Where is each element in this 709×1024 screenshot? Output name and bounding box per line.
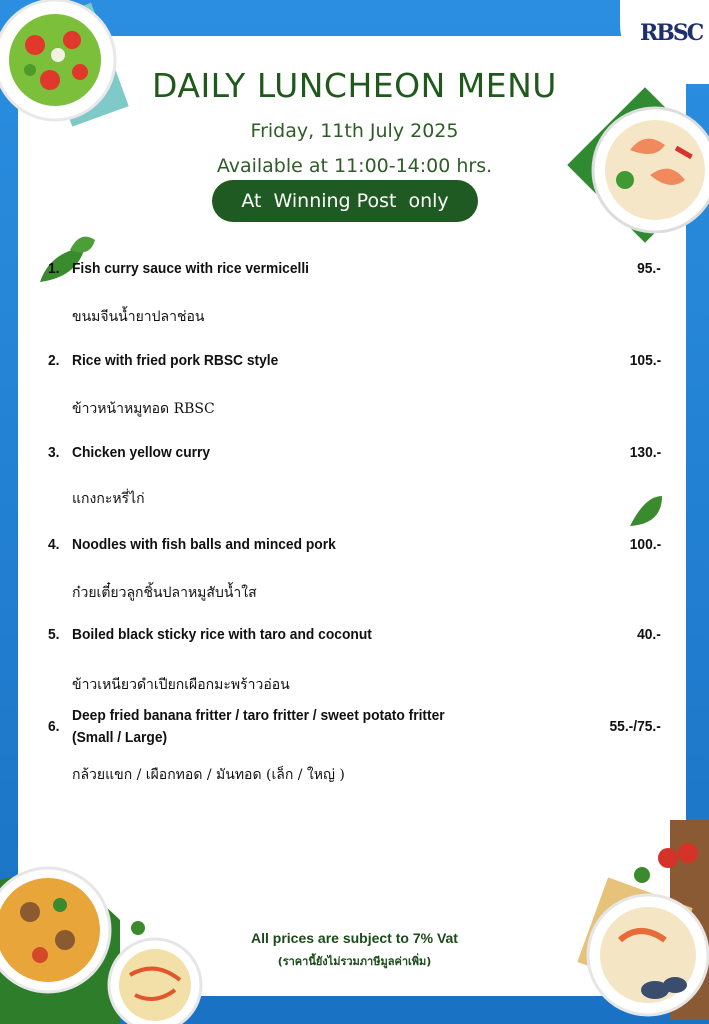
item-number: 2. bbox=[48, 352, 60, 369]
page-title: DAILY LUNCHEON MENU bbox=[152, 66, 557, 105]
seafood-plate-image bbox=[577, 820, 709, 1020]
item-number: 6. bbox=[48, 718, 60, 735]
item-price: 55.-/75.- bbox=[609, 718, 661, 735]
item-price: 130.- bbox=[629, 444, 661, 461]
menu-date: Friday, 11th July 2025 bbox=[250, 120, 459, 142]
item-name-th: ข้าวเหนียวดำเปียกเผือกมะพร้าวอ่อน bbox=[72, 677, 290, 693]
item-name-en: Fish curry sauce with rice vermicelli bbox=[72, 260, 310, 277]
availability-hours: Available at 11:00-14:00 hrs. bbox=[216, 155, 493, 177]
item-price: 95.- bbox=[637, 260, 661, 277]
item-price: 40.- bbox=[637, 626, 661, 643]
curry-bowl-image bbox=[0, 868, 120, 1024]
item-name-en: Deep fried banana fritter / taro fritter / sweet potato fritter bbox=[72, 707, 445, 724]
item-name-en: Boiled black sticky rice with taro and coconut bbox=[72, 626, 372, 643]
vat-note-thai: (ราคานี้ยังไม่รวมภาษีมูลค่าเพิ่ม) bbox=[277, 955, 432, 968]
salad-bowl-image bbox=[0, 0, 129, 127]
item-number: 5. bbox=[48, 626, 60, 643]
item-number: 3. bbox=[48, 444, 60, 461]
location-badge: At Winning Post only bbox=[212, 180, 478, 222]
item-name-th: แกงกะหรี่ไก่ bbox=[72, 491, 145, 507]
item-price: 105.- bbox=[629, 352, 661, 369]
item-name-en: Rice with fried pork RBSC style bbox=[72, 352, 279, 369]
vat-note: All prices are subject to 7% Vat bbox=[251, 930, 458, 946]
item-name-th: ข้าวหน้าหมูทอด RBSC bbox=[72, 401, 215, 417]
item-size-note: (Small / Large) bbox=[72, 729, 168, 746]
item-number: 1. bbox=[48, 260, 60, 277]
item-number: 4. bbox=[48, 536, 60, 553]
item-price: 100.- bbox=[629, 536, 661, 553]
item-name-th: ก๋วยเตี๋ยวลูกชิ้นปลาหมูสับน้ำใส bbox=[72, 585, 257, 601]
item-name-en: Chicken yellow curry bbox=[72, 444, 211, 461]
item-name-en: Noodles with fish balls and minced pork bbox=[72, 536, 336, 553]
rbsc-logo: RBSC bbox=[640, 20, 703, 46]
item-name-th: ขนมจีนน้ำยาปลาช่อน bbox=[72, 309, 205, 325]
leaf-icon bbox=[40, 237, 662, 526]
item-name-th: กล้วยแขก / เผือกทอด / มันทอด (เล็ก / ใหญ่ ) bbox=[72, 767, 345, 783]
